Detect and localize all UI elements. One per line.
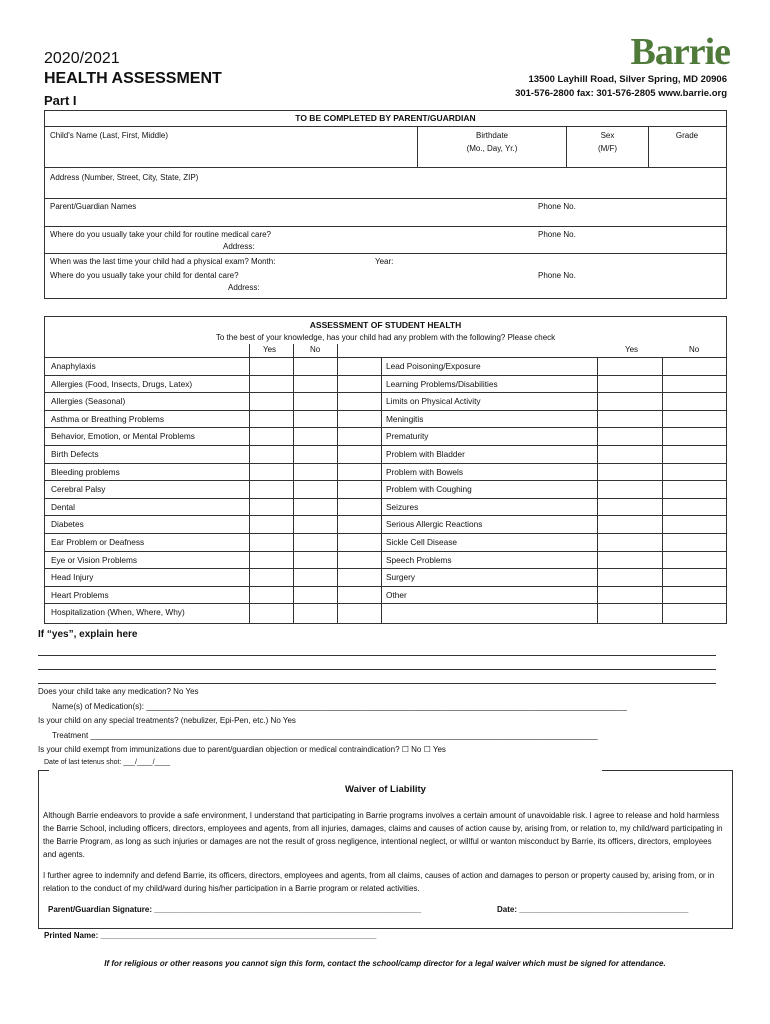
right-yes-header: Yes [625, 345, 639, 354]
waiver-footer-note: If for religious or other reasons you cannot sign this form, contact the school/camp director for a legal waiver which must be signed for attendance. [104, 959, 666, 968]
condition-label-right: Problem with Coughing [386, 484, 472, 495]
explain-label: If “yes”, explain here [38, 629, 138, 640]
condition-label-left: Bleeding problems [51, 466, 120, 477]
parent-section-heading: TO BE COMPLETED BY PARENT/GUARDIAN [295, 113, 476, 123]
right-no-header: No [689, 345, 700, 354]
date-line[interactable]: Date: ______________________________________ [497, 905, 689, 914]
condition-label-left: Eye or Vision Problems [51, 554, 138, 565]
condition-label-right: Learning Problems/Disabilities [386, 378, 498, 389]
assessment-instruction: To the best of your knowledge, has your child had any problem with the following? Please check [215, 333, 556, 342]
condition-label-left: Heart Problems [51, 589, 109, 600]
signature-line[interactable]: Parent/Guardian Signature: ____________________________________________________________ [48, 905, 422, 914]
parent-names-label: Parent/Guardian Names [50, 202, 137, 211]
phone-label-2: Phone No. [538, 230, 576, 239]
assessment-row [45, 357, 726, 358]
condition-label-right: Limits on Physical Activity [386, 396, 481, 407]
waiver-title: Waiver of Liability [345, 784, 426, 795]
assessment-row [45, 375, 726, 376]
assessment-row [45, 603, 726, 604]
school-address: 13500 Layhill Road, Silver Spring, MD 20906 [528, 74, 727, 85]
waiver-paragraph-1: Although Barrie endeavors to provide a safe environment, I understand that participating in Barrie programs involves a certain amount of unavoidable risk. I agree to release and hold harmless the Barrie School, including officers, directors, employees and agents, from all injuries, damages, claims and causes of action cause by, arising from, or relation to, my child/ward participating in the Barrie Program, as long as such injuries or damages are not the result of gross negligence, intentional neglect, or willful or wanton misconduct by Barrie, its officers, directors, employees and agents. [43, 811, 723, 859]
condition-label-right: Problem with Bladder [386, 449, 465, 459]
health-assessment-table [44, 316, 727, 624]
condition-label-left: Asthma or Breathing Problems [51, 413, 164, 424]
condition-label-left: Behavior, Emotion, or Mental Problems [51, 431, 195, 442]
condition-label-right: Meningitis [386, 413, 424, 424]
grade-label: Grade [675, 131, 699, 140]
sex-label: Sex [600, 131, 615, 140]
dental-care-label: Where do you usually take your child for dental care? [50, 271, 239, 280]
assessment-row [45, 533, 726, 534]
condition-label-right: Speech Problems [386, 554, 452, 565]
condition-label-left: Dental [51, 501, 75, 512]
condition-label-right: Lead Poisoning/Exposure [386, 361, 481, 371]
assessment-row [45, 445, 726, 446]
condition-label-left: Hospitalization (When, Where, Why) [51, 607, 185, 618]
assessment-row [45, 463, 726, 464]
condition-label-left: Head Injury [51, 572, 94, 583]
assessment-row [45, 515, 726, 516]
assessment-row [45, 392, 726, 393]
left-yes-header: Yes [263, 345, 277, 354]
birthdate-format: (Mo., Day, Yr.) [466, 144, 518, 153]
condition-label-right: Prematurity [386, 431, 429, 442]
medication-names-line[interactable]: Name(s) of Medication(s): ____________________________________________________________________________________________________________ [52, 702, 627, 711]
phone-label-3: Phone No. [538, 271, 576, 280]
immunization-exempt-question[interactable]: Is your child exempt from immunizations due to parent/guardian objection or medical contraindication? ☐ No ☐ Yes [38, 745, 446, 754]
medication-question: Does your child take any medication? No Yes [38, 687, 199, 696]
parent-section [44, 110, 727, 299]
condition-label-right: Other [386, 589, 407, 600]
condition-label-left: Cerebral Palsy [51, 484, 106, 495]
assessment-row [45, 427, 726, 428]
condition-label-left: Allergies (Seasonal) [51, 396, 126, 407]
waiver-box [38, 770, 733, 929]
assessment-row [45, 551, 726, 552]
condition-label-right: Sickle Cell Disease [386, 537, 458, 547]
condition-label-left: Allergies (Food, Insects, Drugs, Latex) [51, 378, 193, 389]
form-year: 2020/2021 [44, 50, 120, 67]
condition-label-left: Anaphylaxis [51, 361, 96, 371]
assessment-row [45, 480, 726, 481]
last-exam-label: When was the last time your child had a physical exam? Month: [50, 257, 276, 266]
tetanus-label[interactable]: Date of last tetenus shot: ___/____/____ [44, 759, 171, 766]
assessment-heading: ASSESSMENT OF STUDENT HEALTH [309, 320, 462, 330]
sex-format: (M/F) [597, 144, 618, 153]
assessment-row [45, 498, 726, 499]
treatments-question: Is your child on any special treatments? (nebulizer, Epi-Pen, etc.) No Yes [38, 716, 296, 725]
condition-label-right: Surgery [386, 572, 416, 583]
assessment-row [45, 586, 726, 587]
birthdate-label: Birthdate [475, 131, 509, 140]
condition-label-left: Birth Defects [51, 449, 99, 459]
form-part: Part I [44, 93, 77, 108]
condition-label-left: Ear Problem or Deafness [51, 537, 145, 547]
exam-year-label: Year: [375, 257, 394, 266]
barrie-logo: Barrie [630, 31, 730, 73]
dental-address-label: Address: [228, 283, 260, 292]
treatment-line[interactable]: Treatment __________________________________________________________________________________________________________________ [52, 731, 598, 740]
medical-address-label: Address: [223, 242, 255, 251]
address-label: Address (Number, Street, City, State, ZIP) [50, 173, 199, 182]
assessment-row [45, 568, 726, 569]
condition-label-right: Seizures [386, 501, 419, 512]
assessment-row [45, 410, 726, 411]
form-title: HEALTH ASSESSMENT [44, 70, 222, 87]
printed-name-line[interactable]: Printed Name: ______________________________________________________________ [44, 931, 377, 940]
phone-label-1: Phone No. [538, 202, 576, 211]
condition-label-left: Diabetes [51, 519, 84, 530]
left-no-header: No [310, 345, 321, 354]
condition-label-right: Problem with Bowels [386, 466, 464, 477]
waiver-paragraph-2: I further agree to indemnify and defend Barrie, its officers, directors, employees and agents, from all claims, causes of action and damages to person or property caused by, arising from, or in relation to the conduct of my child/ward during his/her participation in a Barrie program or related activities. [43, 871, 715, 893]
school-contact: 301-576-2800 fax: 301-576-2805 www.barrie.org [515, 88, 727, 99]
medical-care-label: Where do you usually take your child for routine medical care? [50, 230, 271, 239]
condition-label-right: Serious Allergic Reactions [386, 519, 483, 530]
child-name-label: Child's Name (Last, First, Middle) [50, 131, 168, 140]
